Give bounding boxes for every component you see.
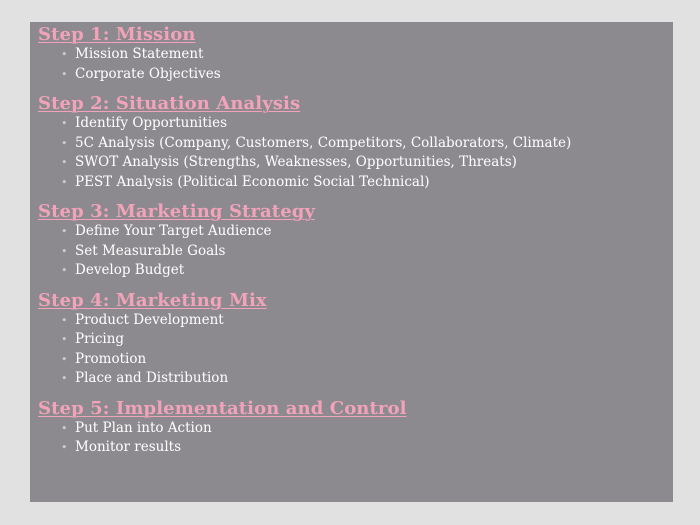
bullet-list <box>38 311 667 389</box>
list-item <box>61 45 667 65</box>
list-item-text: SWOT Analysis (Strengths, Weaknesses, Opportunities, Threats) <box>75 154 517 170</box>
bullet-dot-icon: • <box>61 48 68 61</box>
list-item-text: Define Your Target Audience <box>75 223 272 239</box>
bullet-dot-icon: • <box>61 421 68 435</box>
bullet-dot-icon: • <box>61 117 68 130</box>
list-item-text: PEST Analysis (Political Economic Social Technical) <box>75 173 430 190</box>
list-item <box>61 369 667 389</box>
bullet-dot-icon: • <box>61 441 68 454</box>
list-item <box>61 242 667 262</box>
list-item-text: Mission Statement <box>75 46 204 62</box>
list-item <box>61 134 667 154</box>
section-heading: Step 1: Mission <box>38 24 196 45</box>
list-item-text: Promotion <box>75 350 147 367</box>
bullet-dot-icon: • <box>61 175 68 189</box>
list-item-text: 5C Analysis (Company, Customers, Competitors, Collaborators, Climate) <box>75 134 572 151</box>
section-heading: Step 4: Marketing Mix <box>38 289 267 311</box>
list-item-text: Product Development <box>75 311 224 328</box>
list-item <box>61 419 667 439</box>
list-item-text: Set Measurable Goals <box>75 242 226 259</box>
list-item-text: Identify Opportunities <box>75 115 228 131</box>
list-item <box>61 350 667 370</box>
list-item <box>61 261 667 281</box>
list-item-text: Corporate Objectives <box>75 65 221 82</box>
section-heading: Step 3: Marketing Strategy <box>38 201 316 222</box>
list-item <box>61 438 667 458</box>
bullet-list <box>38 114 667 192</box>
bullet-dot-icon: • <box>61 244 68 258</box>
slide-content <box>38 24 667 458</box>
bullet-list <box>38 419 667 458</box>
list-item <box>61 114 667 134</box>
section-step-5 <box>38 398 667 458</box>
list-item-text: Monitor results <box>75 439 181 455</box>
bullet-dot-icon: • <box>61 136 68 150</box>
section-heading: Step 5: Implementation and Control <box>38 397 407 419</box>
bullet-dot-icon: • <box>61 156 68 169</box>
section-step-2 <box>38 93 667 192</box>
list-item-text: Pricing <box>75 331 125 347</box>
section-step-3 <box>38 201 667 281</box>
list-item <box>61 311 667 331</box>
bullet-dot-icon: • <box>61 313 68 327</box>
list-item-text: Place and Distribution <box>75 370 229 386</box>
list-item-text: Put Plan into Action <box>75 419 212 436</box>
bullet-dot-icon: • <box>61 225 68 238</box>
list-item <box>61 65 667 85</box>
bullet-list <box>38 222 667 281</box>
bullet-dot-icon: • <box>61 352 68 366</box>
slide-panel <box>30 22 673 502</box>
bullet-dot-icon: • <box>61 67 68 81</box>
section-step-1 <box>38 24 667 84</box>
bullet-list <box>38 45 667 84</box>
section-step-4 <box>38 290 667 389</box>
bullet-dot-icon: • <box>61 333 68 346</box>
bullet-dot-icon: • <box>61 264 68 277</box>
list-item <box>61 330 667 350</box>
list-item <box>61 222 667 242</box>
list-item-text: Develop Budget <box>75 262 185 278</box>
bullet-dot-icon: • <box>61 372 68 385</box>
list-item <box>61 173 667 193</box>
section-heading: Step 2: Situation Analysis <box>38 93 301 114</box>
list-item <box>61 153 667 173</box>
